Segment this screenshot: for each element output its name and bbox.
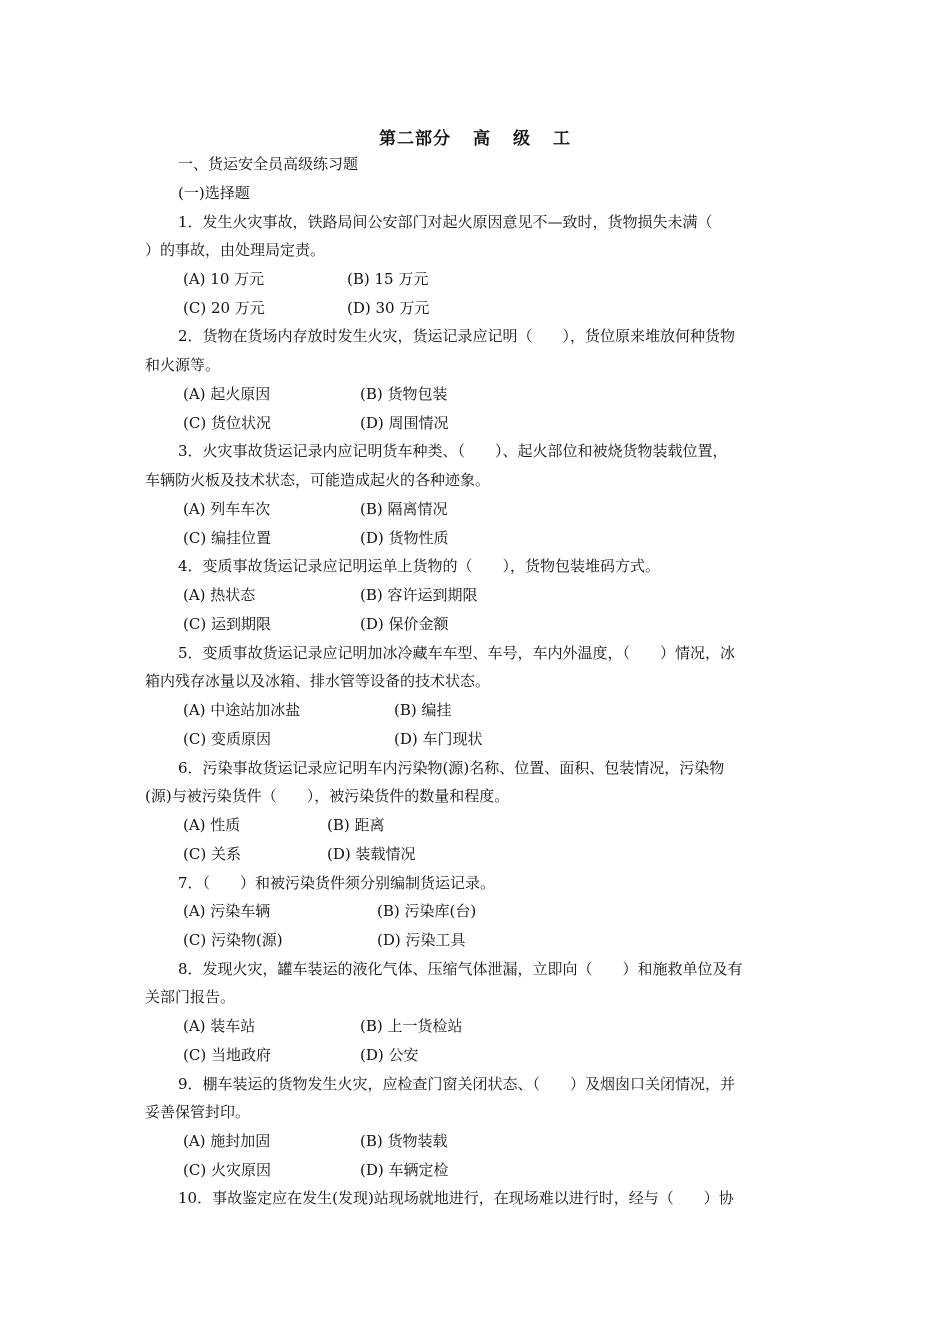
- question-4-option-b: (B) 容许运到期限: [360, 586, 478, 604]
- question-2-option-a: (A) 起火原因: [183, 385, 271, 403]
- question-3-option-b: (B) 隔离情况: [360, 500, 448, 518]
- question-7-line-1: 7．（ ）和被污染货件须分别编制货运记录。: [178, 874, 496, 892]
- title-word-1: 高: [473, 129, 491, 149]
- question-5-option-b: (B) 编挂: [394, 701, 452, 719]
- question-1-line-2: ）的事故，由处理局定责。: [145, 241, 326, 259]
- question-2-option-c: (C) 货位状况: [183, 414, 271, 432]
- question-1-line-1: 1．发生火灾事故，铁路局间公安部门对起火原因意见不—致时，货物损失未满（: [178, 213, 713, 231]
- question-9-line-2: 妥善保管封印。: [145, 1103, 251, 1121]
- question-8-option-d: (D) 公安: [360, 1046, 419, 1064]
- page-title: [0, 124, 950, 149]
- question-3-line-1: 3．火灾事故货运记录内应记明货车种类、（ ）、起火部位和被烧货物装载位置，: [178, 442, 728, 460]
- question-6-option-c: (C) 关系: [183, 845, 241, 863]
- question-2-line-2: 和火源等。: [145, 356, 221, 374]
- question-5-option-c: (C) 变质原因: [183, 730, 271, 748]
- question-7-option-d: (D) 污染工具: [377, 931, 466, 949]
- question-5-option-d: (D) 车门现状: [394, 730, 483, 748]
- question-6-line-1: 6．污染事故货运记录应记明车内污染物(源)名称、位置、面积、包装情况，污染物: [178, 759, 725, 777]
- question-4-option-d: (D) 保价金额: [360, 615, 449, 633]
- question-9-option-a: (A) 施封加固: [183, 1132, 271, 1150]
- question-9-option-c: (C) 火灾原因: [183, 1161, 271, 1179]
- question-9-option-b: (B) 货物装载: [360, 1132, 448, 1150]
- question-4-line-1: 4．变质事故货运记录应记明运单上货物的（ ），货物包装堆码方式。: [178, 557, 661, 575]
- question-10-line-1: 10．事故鉴定应在发生(发现)站现场就地进行，在现场难以进行时，经与（ ）协: [178, 1189, 734, 1207]
- question-1-option-a: (A) 10 万元: [183, 270, 265, 288]
- question-1-option-d: (D) 30 万元: [347, 299, 430, 317]
- question-3-option-c: (C) 编挂位置: [183, 529, 271, 547]
- question-7-option-b: (B) 污染库(台): [377, 902, 477, 920]
- question-6-option-d: (D) 装载情况: [327, 845, 416, 863]
- question-3-option-a: (A) 列车车次: [183, 500, 271, 518]
- question-9-option-d: (D) 车辆定检: [360, 1161, 449, 1179]
- question-2-option-b: (B) 货物包装: [360, 385, 448, 403]
- question-9-line-1: 9．棚车装运的货物发生火灾，应检查门窗关闭状态、（ ）及烟囱口关闭情况，并: [178, 1075, 736, 1093]
- question-4-option-c: (C) 运到期限: [183, 615, 271, 633]
- question-7-option-a: (A) 污染车辆: [183, 902, 271, 920]
- question-6-line-2: (源)与被污染货件（ ），被污染货件的数量和程度。: [145, 787, 510, 805]
- question-1-option-b: (B) 15 万元: [347, 270, 429, 288]
- title-word-2: 级: [513, 129, 531, 149]
- question-5-line-2: 箱内残存冰量以及冰箱、排水管等设备的技术状态。: [145, 672, 491, 690]
- question-8-option-a: (A) 装车站: [183, 1017, 256, 1035]
- question-1-option-c: (C) 20 万元: [183, 299, 265, 317]
- question-8-option-b: (B) 上一货检站: [360, 1017, 463, 1035]
- question-8-line-2: 关部门报告。: [145, 988, 236, 1006]
- question-8-line-1: 8．发现火灾，罐车装运的液化气体、压缩气体泄漏，立即向（ ）和施救单位及有: [178, 960, 743, 978]
- question-3-option-d: (D) 货物性质: [360, 529, 449, 547]
- question-5-line-1: 5．变质事故货运记录应记明加冰冷藏车车型、车号，车内外温度，（ ）情况，冰: [178, 644, 736, 662]
- subsection-heading: (一)选择题: [178, 184, 250, 202]
- question-4-option-a: (A) 热状态: [183, 586, 256, 604]
- title-part: 第二部分: [379, 129, 451, 149]
- question-5-option-a: (A) 中途站加冰盐: [183, 701, 301, 719]
- title-word-3: 工: [553, 129, 571, 149]
- question-2-option-d: (D) 周围情况: [360, 414, 449, 432]
- question-6-option-a: (A) 性质: [183, 816, 241, 834]
- question-3-line-2: 车辆防火板及技术状态，可能造成起火的各种迹象。: [145, 471, 491, 489]
- question-6-option-b: (B) 距离: [327, 816, 385, 834]
- question-7-option-c: (C) 污染物(源): [183, 931, 283, 949]
- section-heading: 一、货运安全员高级练习题: [178, 155, 359, 173]
- question-8-option-c: (C) 当地政府: [183, 1046, 271, 1064]
- question-2-line-1: 2．货物在货场内存放时发生火灾，货运记录应记明（ ），货位原来堆放何种货物: [178, 327, 736, 345]
